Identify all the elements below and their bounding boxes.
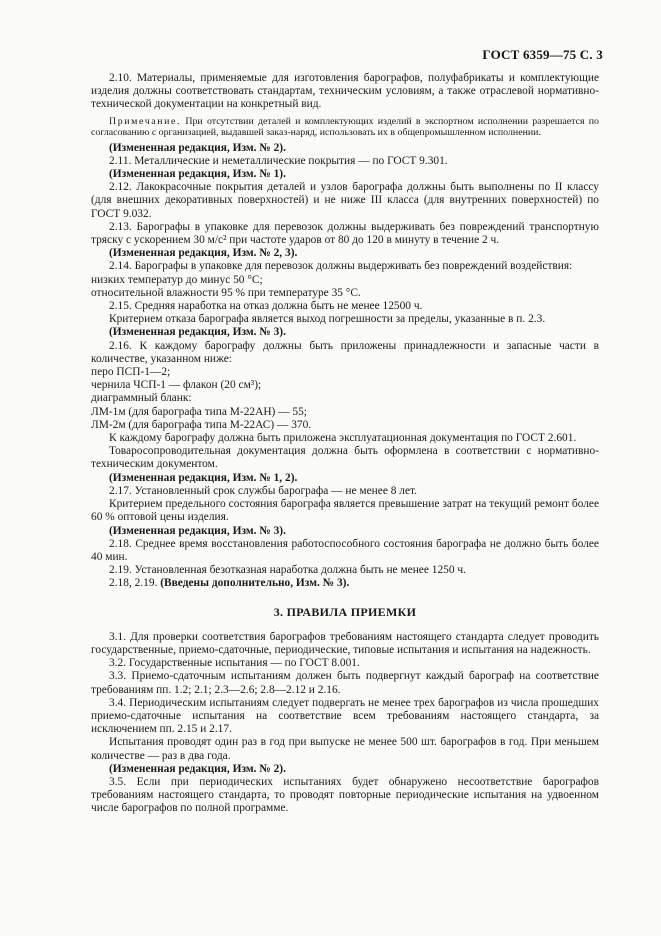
list-item: перо ПСП-1—2; [91,366,171,379]
list-item: чернила ЧСП-1 — флакон (20 см³); [91,379,262,392]
paragraph-2-17: 2.17. Установленный срок службы барографа — не менее 8 лет. [109,484,417,497]
paragraph-2-17-criterion: Критерием предельного состояния барографа является превышение затрат на текущий ремонт более 60 % оптовой цены изделия. [91,498,599,524]
paragraph-numbers: 2.18, 2.19. [109,577,161,590]
list-item: ЛМ-2м (для барографа типа М-22АС) — 370. [91,418,312,431]
paragraph-2-12: 2.12. Лакокрасочные покрытия деталей и узлов барографа должны быть выполнены по II классу (для внешних декоративных поверхностей) и не ниже III класса (для внутренних поверхностей) по ГОСТ 9.032. [91,181,599,220]
edition-note: (Измененная редакция, Изм. № 1, 2). [109,471,298,484]
document-body [91,72,599,816]
list-item: относительной влажности 95 % при температуре 35 °С. [91,286,361,299]
paragraph-3-4: 3.4. Периодическим испытаниям следует подвергать не менее трех барографов из числа прошедших приемо-сдаточные испытания на соответствие всем требованиям настоящего стандарта, за исключением пп. 2.15 и 2.17. [91,696,599,736]
paragraph-3-2: 3.2. Государственные испытания — по ГОСТ 8.001. [109,657,360,670]
paragraph-2-16-docs: К каждому барографу должна быть приложена эксплуатационная документация по ГОСТ 2.601. [109,432,577,445]
edition-note: (Измененная редакция, Изм. № 2). [109,762,286,775]
paragraph-2-16-shipping: Товаросопроводительная документация должна быть оформлена в соответствии с нормативно-техническим документом. [91,445,599,471]
edition-note: (Введены дополнительно, Изм. № 3). [160,577,350,590]
paragraph-2-18: 2.18. Среднее время восстановления работоспособного состояния барографа не должно быть более 40 мин. [91,537,599,563]
page-header: ГОСТ 6359—75 С. 3 [482,47,603,62]
edition-note: (Измененная редакция, Изм. № 3). [109,326,286,339]
list-item: диаграммный бланк: [91,392,192,405]
edition-note: (Измененная редакция, Изм. № 2). [109,141,286,154]
paragraph-2-11: 2.11. Металлические и неметаллические покрытия — по ГОСТ 9.301. [109,154,448,167]
paragraph-2-19: 2.19. Установленная безотказная наработка должна быть не менее 1250 ч. [109,564,466,577]
note-label: Примечание. [109,115,182,127]
note-text: При отсутствии деталей и комплектующих изделий в экспортном исполнении разрешается по согласованию с организацией, выдавшей заказ-наряд, использовать их в общепромышленном исполнении. [91,115,599,139]
paragraph-2-16: 2.16. К каждому барографу должны быть приложены принадлежности и запасные части в количестве, указанном ниже: [91,339,599,365]
list-item: ЛМ-1м (для барографа типа М-22АН) — 55; [91,405,307,418]
paragraph-2-18-2-19 [91,577,599,590]
paragraph-2-13: 2.13. Барографы в упаковке для перевозок должны выдерживать без повреждений транспортную тряску с ускорением 30 м/с² при частоте ударов от 80 до 120 в минуту в течение 2 ч. [91,220,599,247]
paragraph-3-3: 3.3. Приемо-сдаточным испытаниям должен быть подвергнут каждый барограф на соответствие требованиям пп. 1.2; 2.1; 2.3—2.6; 2.8—2.12 и 2.16. [91,670,599,696]
paragraph-2-14: 2.14. Барографы в упаковке для перевозок должны выдерживать без повреждений воздействия: [109,260,573,273]
edition-note: (Измененная редакция, Изм. № 1). [109,168,286,181]
paragraph-3-5: 3.5. Если при периодических испытаниях будет обнаружено несоответствие барографов требованиям настоящего стандарта, то проводят повторные периодические испытания на удвоенном числе барографов по полной программе. [91,775,599,815]
list-item: низких температур до минус 50 °С; [91,273,263,286]
paragraph-2-10: 2.10. Материалы, применяемые для изготовления барографов, полуфабрикаты и комплектующие изделия должны соответствовать стандартам, техническим условиям, а также отраслевой нормативно-технической документации на конкретный вид. [91,72,599,111]
paragraph-2-15: 2.15. Средняя наработка на отказ должна быть не менее 12500 ч. [109,300,423,313]
paragraph-3-4-frequency: Испытания проводят один раз в год при выпуске не менее 500 шт. барографов в год. При меньшем количестве — раз в два года. [91,736,599,762]
paragraph-2-15-criterion: Критерием отказа барографа является выход погрешности за пределы, указанные в п. 2.3. [109,313,546,326]
edition-note: (Измененная редакция, Изм. № 2, 3). [109,247,298,260]
paragraph-3-1: 3.1. Для проверки соответствия барографов требованиям настоящего стандарта следует проводить государственные, приемо-сдаточные, периодические, типовые испытания и испытания на надежность. [91,630,599,656]
section-title: 3. ПРАВИЛА ПРИЕМКИ [273,604,417,619]
note [91,116,599,139]
edition-note: (Измененная редакция, Изм. № 3). [109,524,286,537]
